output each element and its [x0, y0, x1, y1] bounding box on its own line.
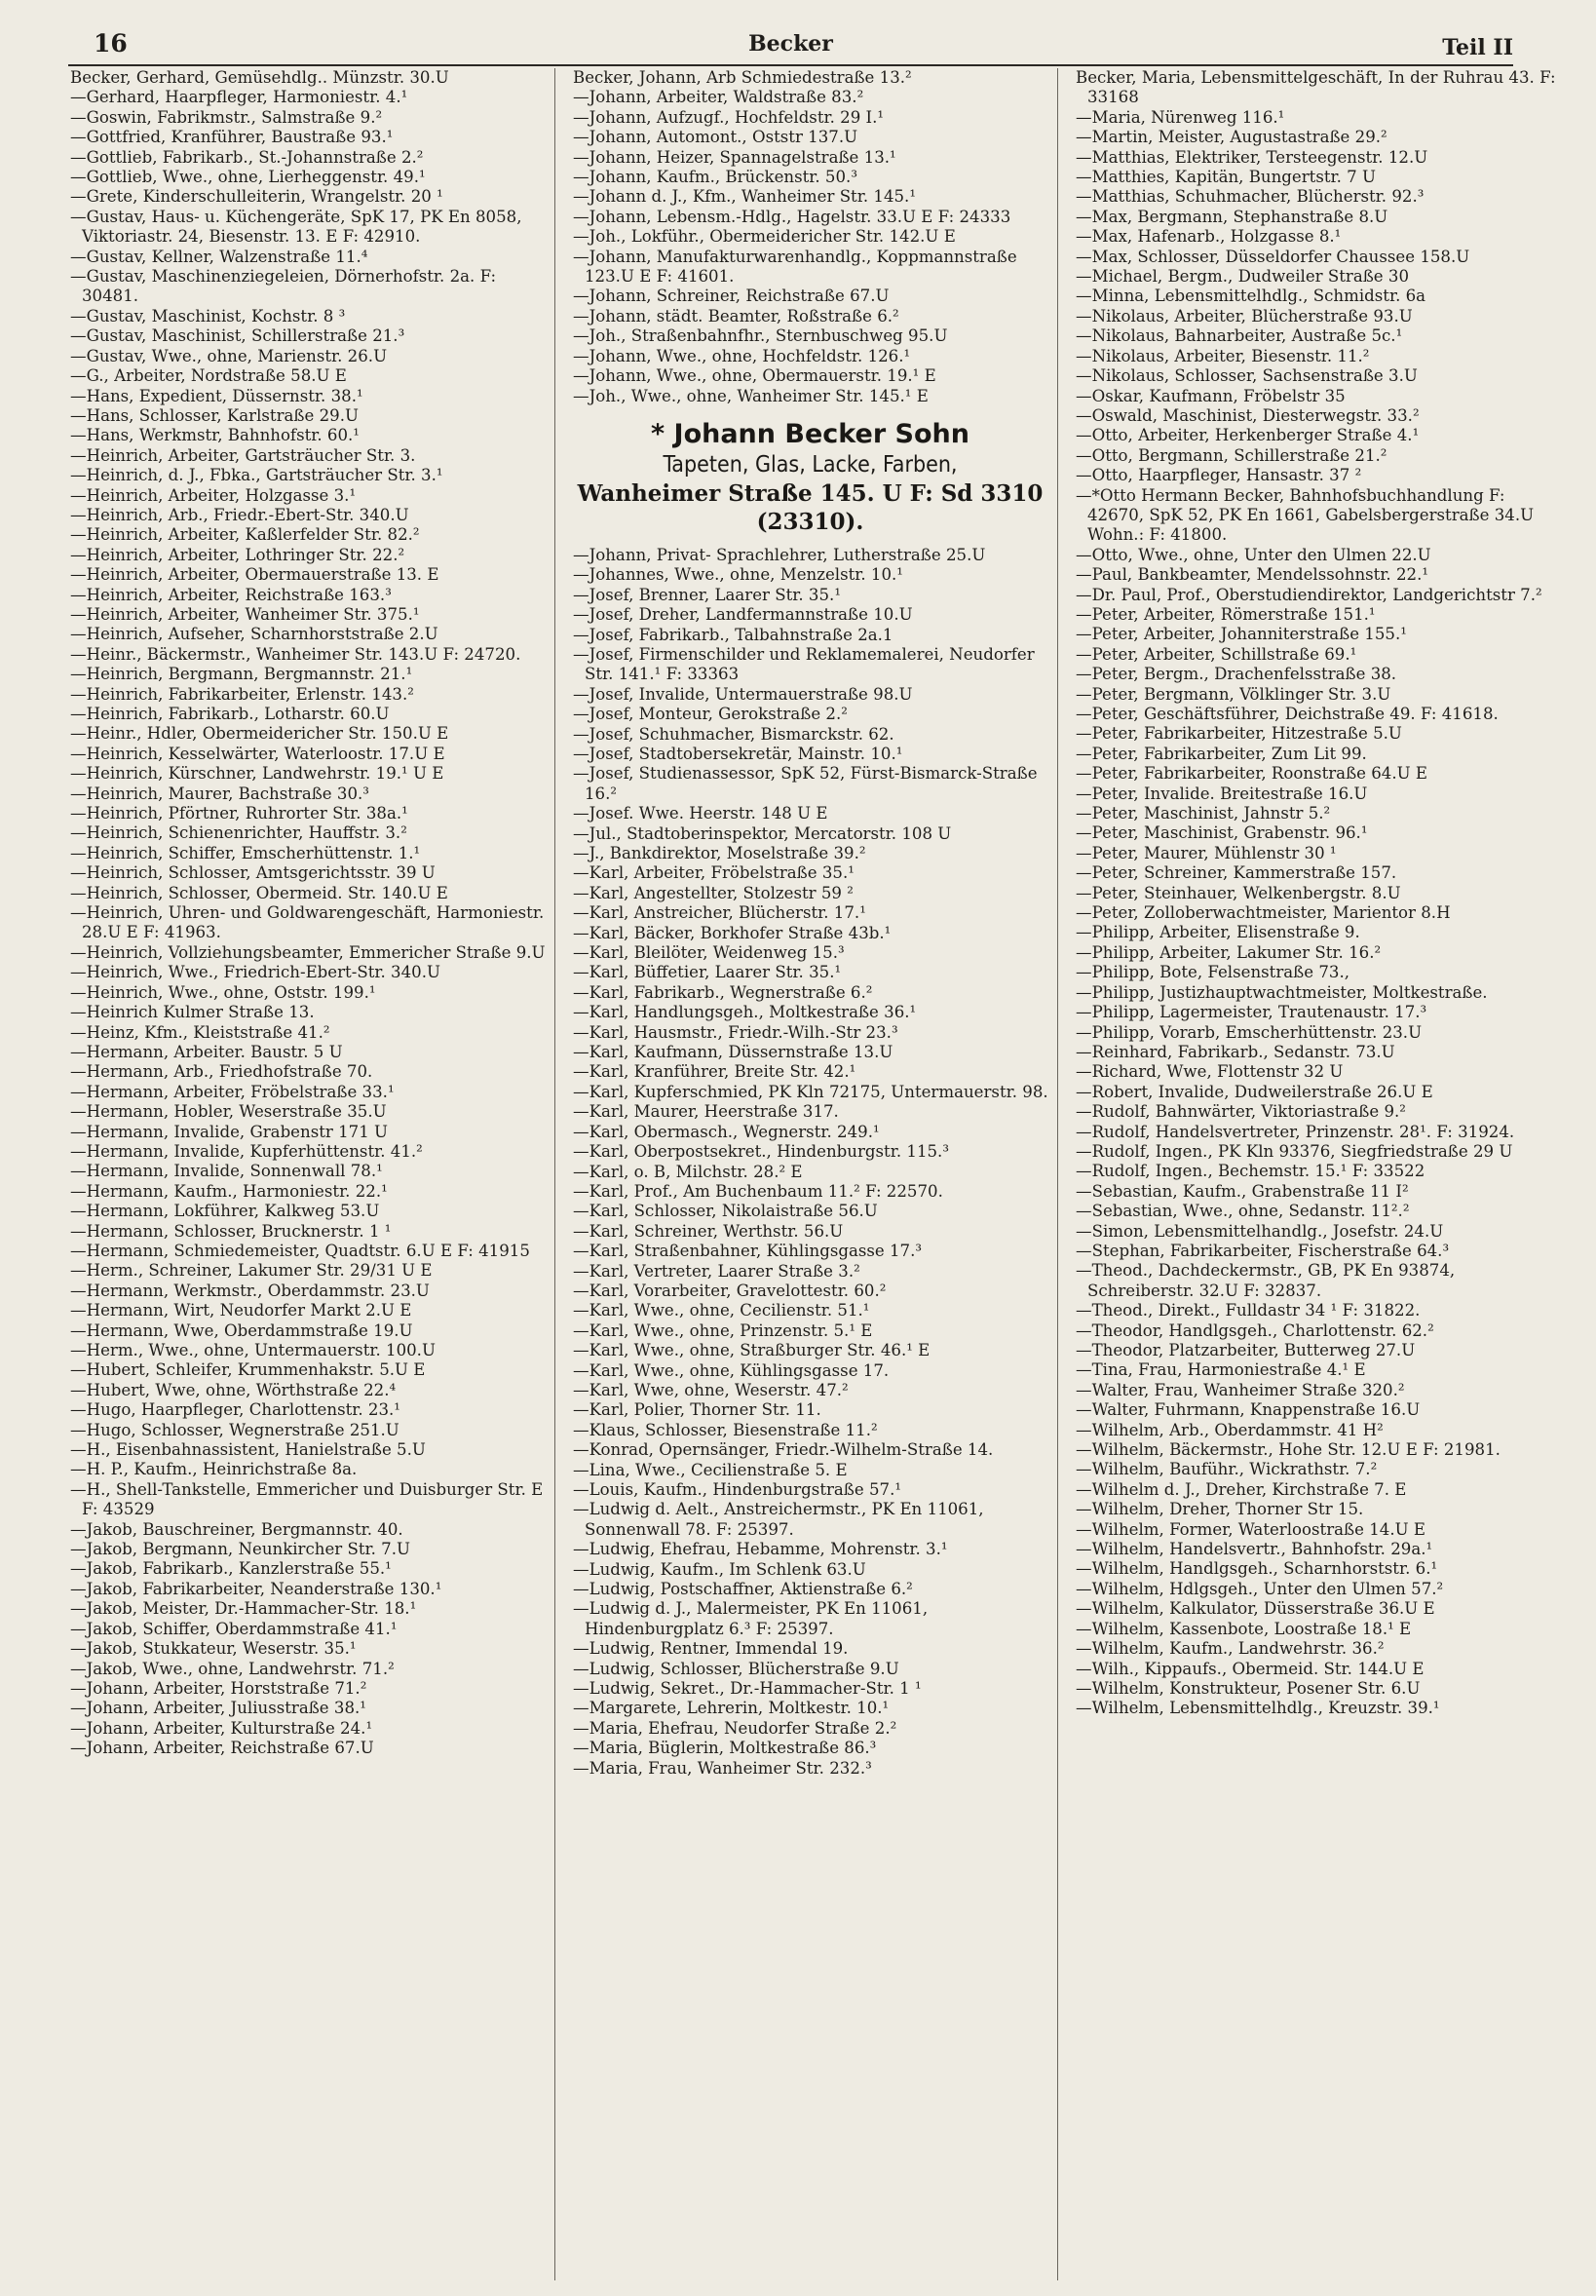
directory-entry: —Simon, Lebensmittelhandlg., Josefstr. 24.U	[1076, 1221, 1444, 1241]
directory-entry: —Johann, Arbeiter, Juliusstraße 38.¹	[70, 1699, 366, 1718]
directory-entry: —Paul, Bankbeamter, Mendelssohnstr. 22.¹	[1076, 565, 1429, 585]
directory-entry: —Ludwig d. Aelt., Anstreichermstr., PK En 11061, Sonnenwall 78. F: 25397.	[573, 1500, 984, 1539]
directory-entry: —Gottlieb, Wwe., ohne, Lierheggenstr. 49.¹	[70, 168, 426, 187]
directory-entry: —Johann, Automont., Oststr 137.U	[573, 128, 858, 147]
directory-entry: —Karl, Anstreicher, Blücherstr. 17.¹	[573, 903, 866, 923]
directory-entry: —Walter, Fuhrmann, Knappenstraße 16.U	[1076, 1400, 1421, 1420]
directory-entry: —Heinrich, Uhren- und Goldwarengeschäft, Harmoniestr. 28.U E F: 41963.	[70, 903, 545, 942]
directory-entry: —Wilhelm, Arb., Oberdammstr. 41 H²	[1076, 1420, 1384, 1439]
directory-entry: —Wilhelm, Bauführ., Wickrathstr. 7.²	[1076, 1460, 1378, 1479]
directory-entry: —Otto, Bergmann, Schillerstraße 21.²	[1076, 445, 1387, 465]
directory-entry: —Gustav, Maschinenziegeleien, Dörnerhofstr. 2a. F: 30481.	[70, 267, 497, 306]
directory-entry: —Josef, Studienassessor, SpK 52, Fürst-Bismarck-Straße 16.²	[573, 764, 1038, 803]
directory-entry: —Theod., Dachdeckermstr., GB, PK En 93874, Schreiberstr. 32.U F: 32837.	[1076, 1261, 1456, 1300]
directory-entry: —Peter, Fabrikarbeiter, Roonstraße 64.U E	[1076, 764, 1428, 784]
directory-entry: —Peter, Bergmann, Völklinger Str. 3.U	[1076, 684, 1391, 704]
directory-entry: —Wilhelm d. J., Dreher, Kirchstraße 7. E	[1076, 1479, 1407, 1499]
directory-entry: —Gottfried, Kranführer, Baustraße 93.¹	[70, 128, 394, 147]
directory-entry: —Hugo, Schlosser, Wegnerstraße 251.U	[70, 1420, 399, 1439]
directory-entry: —Hermann, Arbeiter. Baustr. 5 U	[70, 1042, 343, 1061]
directory-entry: —Nikolaus, Arbeiter, Biesenstr. 11.²	[1076, 346, 1370, 365]
directory-entry: —Heinrich, Wwe., Friedrich-Ebert-Str. 340.U	[70, 963, 440, 982]
directory-entry: —Konrad, Opernsänger, Friedr.-Wilhelm-Straße 14.	[573, 1440, 994, 1460]
directory-entry: —Hermann, Invalide, Grabenstr 171 U	[70, 1122, 389, 1141]
directory-entry: —Josef, Fabrikarb., Talbahnstraße 2a.1	[573, 625, 893, 644]
directory-entry: —Nikolaus, Schlosser, Sachsenstraße 3.U	[1076, 366, 1418, 386]
directory-entry: —Karl, Polier, Thorner Str. 11.	[573, 1400, 821, 1420]
directory-entry: —Karl, Obermasch., Wegnerstr. 249.¹	[573, 1122, 880, 1141]
directory-entry: —Philipp, Arbeiter, Elisenstraße 9.	[1076, 923, 1360, 942]
directory-entry: —Klaus, Schlosser, Biesenstraße 11.²	[573, 1420, 878, 1439]
directory-entry: —Hermann, Schmiedemeister, Quadtstr. 6.U E F: 41915	[70, 1241, 530, 1260]
directory-entry: —Johann, Arbeiter, Horststraße 71.²	[70, 1678, 367, 1698]
directory-entry: —Karl, Wwe., ohne, Cecilienstr. 51.¹	[573, 1301, 870, 1320]
directory-entry: —Jakob, Schiffer, Oberdammstraße 41.¹	[70, 1619, 398, 1638]
directory-entry: —Minna, Lebensmittelhdlg., Schmidstr. 6a	[1076, 287, 1426, 306]
directory-entry: —Ludwig, Sekret., Dr.-Hammacher-Str. 1 ¹	[573, 1679, 922, 1699]
directory-entry: —Max, Hafenarb., Holzgasse 8.¹	[1076, 227, 1342, 247]
directory-entry: —Jakob, Meister, Dr.-Hammacher-Str. 18.¹	[70, 1599, 417, 1619]
directory-entry: —Rudolf, Ingen., Bechemstr. 15.¹ F: 33522	[1076, 1162, 1425, 1181]
directory-entry: —Heinrich, Arbeiter, Wanheimer Str. 375.¹	[70, 604, 420, 624]
directory-entry: —Michael, Bergm., Dudweiler Straße 30	[1076, 267, 1410, 287]
directory-entry: —Otto, Wwe., ohne, Unter den Ulmen 22.U	[1076, 545, 1431, 564]
directory-entry: —Hans, Werkmstr, Bahnhofstr. 60.¹	[70, 426, 360, 445]
directory-entry: —Hermann, Werkmstr., Oberdammstr. 23.U	[70, 1281, 430, 1300]
directory-entry: —Ludwig, Schlosser, Blücherstraße 9.U	[573, 1659, 899, 1678]
directory-entry: —Heinrich, Fabrikarb., Lotharstr. 60.U	[70, 705, 390, 723]
directory-entry: —Gustav, Maschinist, Schillerstraße 21.³	[70, 326, 405, 346]
directory-entry: —Karl, Prof., Am Buchenbaum 11.² F: 22570.	[573, 1181, 943, 1201]
directory-entry: —Hans, Expedient, Düssernstr. 38.¹	[70, 386, 363, 405]
directory-entry: —Peter, Zolloberwachtmeister, Marientor 8.H	[1076, 903, 1451, 923]
directory-entry: —Karl, Bleilöter, Weidenweg 15.³	[573, 943, 845, 963]
page-number: 16	[94, 29, 128, 57]
directory-entry: —Heinrich, Schienenrichter, Hauffstr. 3.²	[70, 823, 407, 843]
directory-entry: —Josef, Stadtobersekretär, Mainstr. 10.¹	[573, 744, 903, 763]
directory-entry: —Karl, Kaufmann, Düssernstraße 13.U	[573, 1043, 893, 1062]
directory-entry: —Karl, Vorarbeiter, Gravelottestr. 60.²	[573, 1281, 887, 1300]
advertisement	[571, 406, 1049, 546]
directory-entry: —Peter, Geschäftsführer, Deichstraße 49. F: 41618.	[1076, 705, 1499, 723]
directory-entry: —G., Arbeiter, Nordstraße 58.U E	[70, 366, 347, 386]
directory-entry: —Gustav, Haus- u. Küchengeräte, SpK 17, PK En 8058, Viktoriastr. 24, Biesenstr. 13. E F: 42910.	[70, 207, 522, 247]
directory-entry: —H., Eisenbahnassistent, Hanielstraße 5.U	[70, 1440, 426, 1460]
directory-entry: —Margarete, Lehrerin, Moltkestr. 10.¹	[573, 1699, 890, 1718]
directory-entry: —Philipp, Arbeiter, Lakumer Str. 16.²	[1076, 942, 1382, 962]
directory-entry: —Ludwig, Rentner, Immendal 19.	[573, 1639, 849, 1659]
directory-entry: —Karl, o. B, Milchstr. 28.² E	[573, 1162, 803, 1181]
directory-entry: —Herm., Schreiner, Lakumer Str. 29/31 U E	[70, 1261, 433, 1281]
directory-entry: —Karl, Kupferschmied, PK Kln 72175, Untermauerstr. 98.	[573, 1082, 1048, 1101]
directory-entry: —Hermann, Hobler, Weserstraße 35.U	[70, 1102, 387, 1122]
directory-entry: —Karl, Angestellter, Stolzestr 59 ²	[573, 883, 854, 902]
column-1	[68, 68, 555, 2280]
directory-entry: —Max, Bergmann, Stephanstraße 8.U	[1076, 207, 1388, 226]
directory-entry: —Heinz, Kfm., Kleiststraße 41.²	[70, 1022, 330, 1042]
directory-entry: —Karl, Maurer, Heerstraße 317.	[573, 1102, 839, 1122]
directory-entry: —H. P., Kaufm., Heinrichstraße 8a.	[70, 1460, 358, 1479]
directory-entry: —Jakob, Wwe., ohne, Landwehrstr. 71.²	[70, 1659, 395, 1678]
directory-entry: —Walter, Frau, Wanheimer Straße 320.²	[1076, 1380, 1405, 1399]
directory-entry: —J., Bankdirektor, Moselstraße 39.²	[573, 844, 866, 862]
directory-entry: —Johann d. J., Kfm., Wanheimer Str. 145.¹	[573, 187, 916, 207]
directory-entry: —Heinrich, Arbeiter, Kaßlerfelder Str. 82.²	[70, 525, 420, 545]
directory-entry: —Peter, Fabrikarbeiter, Hitzestraße 5.U	[1076, 724, 1402, 744]
directory-entry: —Johann, Privat- Sprachlehrer, Lutherstraße 25.U	[573, 545, 986, 564]
directory-entry: —Max, Schlosser, Düsseldorfer Chaussee 158.U	[1076, 247, 1470, 266]
directory-entry: —Karl, Büffetier, Laarer Str. 35.¹	[573, 963, 842, 982]
directory-entry: —Gustav, Kellner, Walzenstraße 11.⁴	[70, 247, 368, 266]
directory-entry: —Gustav, Maschinist, Kochstr. 8 ³	[70, 306, 346, 325]
directory-entry: —Rudolf, Handelsvertreter, Prinzenstr. 28¹. F: 31924.	[1076, 1122, 1515, 1141]
column-3	[1074, 68, 1561, 2280]
directory-entry: —Matthies, Kapitän, Bungertstr. 7 U	[1076, 168, 1376, 187]
directory-entry: —Wilhelm, Handlgsgeh., Scharnhorststr. 6.¹	[1076, 1559, 1438, 1579]
directory-entry: —Philipp, Vorarb, Emscherhüttenstr. 23.U	[1076, 1022, 1423, 1042]
directory-entry: —Peter, Arbeiter, Johanniterstraße 155.¹	[1076, 625, 1407, 644]
directory-entry: —Hermann, Schlosser, Brucknerstr. 1 ¹	[70, 1221, 392, 1241]
directory-entry: —Maria, Ehefrau, Neudorfer Straße 2.²	[573, 1718, 897, 1738]
column-2	[571, 68, 1058, 2280]
directory-entry: —Jakob, Stukkateur, Weserstr. 35.¹	[70, 1639, 357, 1659]
directory-entry: —Heinrich, Aufseher, Scharnhorststraße 2.U	[70, 625, 438, 644]
directory-entry: —Heinrich, Arbeiter, Reichstraße 163.³	[70, 585, 392, 604]
directory-entry: —Johann, Wwe., ohne, Obermauerstr. 19.¹ E	[573, 366, 936, 386]
directory-entry: —Maria, Nürenweg 116.¹	[1076, 107, 1285, 127]
directory-entry: Becker, Gerhard, Gemüsehdlg.. Münzstr. 30.U	[70, 68, 449, 87]
directory-entry: —Heinrich, Bergmann, Bergmannstr. 21.¹	[70, 665, 413, 684]
directory-entry: —H., Shell-Tankstelle, Emmericher und Duisburger Str. E F: 43529	[70, 1479, 544, 1519]
directory-entry: —Rudolf, Ingen., PK Kln 93376, Siegfriedstraße 29 U	[1076, 1141, 1513, 1161]
directory-entry: —Peter, Fabrikarbeiter, Zum Lit 99.	[1076, 744, 1367, 763]
directory-entry: —Johann, Schreiner, Reichstraße 67.U	[573, 287, 890, 306]
directory-entry: —Hans, Schlosser, Karlstraße 29.U	[70, 405, 359, 425]
directory-entry: —Maria, Frau, Wanheimer Str. 232.³	[573, 1758, 872, 1778]
page-header	[68, 25, 1513, 64]
directory-entry: —Karl, Schreiner, Werthstr. 56.U	[573, 1221, 844, 1241]
directory-entry: —Wilhelm, Hdlgsgeh., Unter den Ulmen 57.²	[1076, 1579, 1444, 1598]
directory-entry: —Otto, Arbeiter, Herkenberger Straße 4.¹	[1076, 426, 1420, 445]
directory-entry: —Josef. Wwe. Heerstr. 148 U E	[573, 804, 828, 823]
directory-entry: —Ludwig d. J., Malermeister, PK En 11061, Hindenburgplatz 6.³ F: 25397.	[573, 1599, 929, 1638]
directory-entry: —Karl, Hausmstr., Friedr.-Wilh.-Str 23.³	[573, 1022, 898, 1042]
directory-entry: —Hubert, Wwe, ohne, Wörthstraße 22.⁴	[70, 1380, 397, 1399]
directory-entry: —Joh., Wwe., ohne, Wanheimer Str. 145.¹ E	[573, 386, 929, 405]
directory-entry: —Peter, Invalide. Breitestraße 16.U	[1076, 784, 1368, 803]
directory-entry: —Johann, Arbeiter, Reichstraße 67.U	[70, 1739, 374, 1758]
directory-entry: —Matthias, Elektriker, Tersteegenstr. 12.U	[1076, 147, 1428, 167]
directory-entry: —Heinrich, Arbeiter, Obermauerstraße 13. E	[70, 565, 439, 585]
directory-entry: Becker, Maria, Lebensmittelgeschäft, In der Ruhrau 43. F: 33168	[1076, 68, 1556, 107]
directory-entry: —Heinrich, Fabrikarbeiter, Erlenstr. 143.²	[70, 684, 414, 704]
directory-entry: —Matthias, Schuhmacher, Blücherstr. 92.³	[1076, 187, 1425, 207]
directory-entry: —Louis, Kaufm., Hindenburgstraße 57.¹	[573, 1480, 902, 1499]
directory-entry: —Goswin, Fabrikmstr., Salmstraße 9.²	[70, 107, 383, 127]
directory-entry: —Peter, Maschinist, Grabenstr. 96.¹	[1076, 823, 1368, 843]
directory-entry: —Heinrich, Arbeiter, Lothringer Str. 22.²	[70, 545, 405, 564]
directory-entry: —Peter, Arbeiter, Schillstraße 69.¹	[1076, 644, 1357, 664]
directory-entry: —Heinrich, Schiffer, Emscherhüttenstr. 1.¹	[70, 843, 421, 862]
directory-entry: —Sebastian, Wwe., ohne, Sedanstr. 11².²	[1076, 1202, 1410, 1221]
directory-entry: —Joh., Lokführ., Obermeidericher Str. 142.U E	[573, 227, 956, 247]
directory-entry: —Josef, Dreher, Landfermannstraße 10.U	[573, 605, 913, 625]
directory-entry: —Joh., Straßenbahnfhr., Sternbuschweg 95.U	[573, 326, 948, 346]
directory-entry: —Lina, Wwe., Cecilienstraße 5. E	[573, 1460, 848, 1479]
directory-entry: —Tina, Frau, Harmoniestraße 4.¹ E	[1076, 1360, 1366, 1380]
directory-entry: —Gerhard, Haarpfleger, Harmoniestr. 4.¹	[70, 88, 408, 107]
directory-entry: —Heinrich, Schlosser, Amtsgerichtsstr. 39 U	[70, 863, 436, 883]
directory-entry: —Jakob, Bauschreiner, Bergmannstr. 40.	[70, 1519, 403, 1539]
directory-entry: —Otto, Haarpfleger, Hansastr. 37 ²	[1076, 466, 1362, 485]
directory-entry: —Heinrich, Arbeiter, Gartsträucher Str. 3.	[70, 445, 416, 465]
directory-entry: —Nikolaus, Bahnarbeiter, Austraße 5c.¹	[1076, 326, 1403, 346]
directory-entry: —Heinrich, Maurer, Bachstraße 30.³	[70, 784, 369, 803]
directory-entry: —Hubert, Schleifer, Krummenhakstr. 5.U E	[70, 1360, 426, 1380]
directory-entry: —Rudolf, Bahnwärter, Viktoriastraße 9.²	[1076, 1102, 1406, 1122]
directory-entry: —Grete, Kinderschulleiterin, Wrangelstr. 20 ¹	[70, 187, 443, 207]
ad-products: Tapeten, Glas, Lacke, Farben,	[663, 451, 958, 478]
directory-entry: —Gottlieb, Fabrikarb., St.-Johannstraße 2.²	[70, 147, 424, 167]
directory-entry: —Maria, Büglerin, Moltkestraße 86.³	[573, 1739, 877, 1758]
directory-entry: —Theodor, Handlgsgeh., Charlottenstr. 62.²	[1076, 1320, 1434, 1340]
directory-entry: —Jul., Stadtoberinspektor, Mercatorstr. 108 U	[573, 823, 952, 843]
directory-entry: —Oswald, Maschinist, Diesterwegstr. 33.²	[1076, 405, 1420, 425]
directory-entry: —Karl, Handlungsgeh., Moltkestraße 36.¹	[573, 1003, 917, 1022]
directory-entry: —Peter, Steinhauer, Welkenbergstr. 8.U	[1076, 883, 1401, 902]
directory-entry: —Ludwig, Ehefrau, Hebamme, Mohrenstr. 3.¹	[573, 1540, 948, 1559]
directory-entry: —Robert, Invalide, Dudweilerstraße 26.U E	[1076, 1082, 1433, 1101]
directory-entry: —Theod., Direkt., Fulldastr 34 ¹ F: 31822.	[1076, 1301, 1421, 1320]
directory-entry: —Karl, Fabrikarb., Wegnerstraße 6.²	[573, 982, 873, 1002]
directory-entry: —Karl, Wwe., ohne, Straßburger Str. 46.¹ E	[573, 1341, 931, 1360]
directory-entry: —Heinrich, d. J., Fbka., Gartsträucher Str. 3.¹	[70, 466, 443, 485]
directory-entry: —Dr. Paul, Prof., Oberstudiendirektor, Landgerichtstr 7.²	[1076, 585, 1542, 604]
directory-entry: —Karl, Bäcker, Borkhofer Straße 43b.¹	[573, 923, 892, 942]
directory-entry: —*Otto Hermann Becker, Bahnhofsbuchhandlung F: 42670, SpK 52, PK En 1661, Gabelsbergerstraße 34.U Wohn.: F: 41800.	[1076, 485, 1535, 545]
directory-entry: —Josef, Brenner, Laarer Str. 35.¹	[573, 585, 841, 604]
directory-entry: —Johann, Arbeiter, Waldstraße 83.²	[573, 88, 864, 107]
directory-entry: —Heinrich, Schlosser, Obermeid. Str. 140.U E	[70, 883, 448, 902]
directory-entry: —Philipp, Justizhauptwachtmeister, Moltkestraße.	[1076, 982, 1488, 1002]
directory-entry: —Theodor, Platzarbeiter, Butterweg 27.U	[1076, 1341, 1416, 1359]
directory-entry: —Peter, Arbeiter, Römerstraße 151.¹	[1076, 604, 1376, 624]
directory-entry: —Hugo, Haarpfleger, Charlottenstr. 23.¹	[70, 1400, 400, 1420]
part-label: Teil II	[1442, 35, 1513, 60]
directory-entry: —Jakob, Fabrikarb., Kanzlerstraße 55.¹	[70, 1559, 392, 1579]
directory-entry: —Johann, Arbeiter, Kulturstraße 24.¹	[70, 1718, 373, 1738]
directory-entry: —Wilhelm, Former, Waterloostraße 14.U E	[1076, 1519, 1425, 1539]
directory-entry: —Wilhelm, Handelsvertr., Bahnhofstr. 29a.¹	[1076, 1540, 1433, 1559]
directory-entry: —Wilhelm, Kassenbote, Loostraße 18.¹ E	[1076, 1619, 1412, 1638]
directory-entry: —Josef, Monteur, Gerokstraße 2.²	[573, 705, 848, 724]
directory-entry: —Hermann, Arb., Friedhofstraße 70.	[70, 1062, 373, 1082]
directory-entry: —Heinrich, Arb., Friedr.-Ebert-Str. 340.U	[70, 505, 409, 524]
directory-entry: —Heinrich, Kesselwärter, Waterloostr. 17.U E	[70, 744, 445, 763]
directory-entry: —Wilhelm, Dreher, Thorner Str 15.	[1076, 1500, 1364, 1519]
directory-entry: Becker, Johann, Arb Schmiedestraße 13.²	[573, 68, 912, 87]
directory-entry: —Josef, Schuhmacher, Bismarckstr. 62.	[573, 724, 894, 744]
directory-entry: —Heinrich Kulmer Straße 13.	[70, 1003, 315, 1022]
directory-entry: —Stephan, Fabrikarbeiter, Fischerstraße 64.³	[1076, 1241, 1450, 1260]
directory-entry: —Heinr., Hdler, Obermeidericher Str. 150.U E	[70, 724, 449, 744]
directory-entry: —Jakob, Fabrikarbeiter, Neanderstraße 130.¹	[70, 1579, 442, 1598]
directory-entry: —Ludwig, Kaufm., Im Schlenk 63.U	[573, 1559, 866, 1579]
directory-entry: —Karl, Wwe., ohne, Kühlingsgasse 17.	[573, 1360, 890, 1380]
directory-entry: —Josef, Firmenschilder und Reklamemalerei, Neudorfer Str. 141.¹ F: 33363	[573, 644, 1035, 684]
directory-entry: —Wilhelm, Lebensmittelhdlg., Kreuzstr. 39.¹	[1076, 1699, 1440, 1718]
directory-entry: —Heinrich, Pförtner, Ruhrorter Str. 38a.¹	[70, 804, 408, 823]
directory-entry: —Karl, Wwe, ohne, Weserstr. 47.²	[573, 1380, 849, 1399]
directory-entry: —Martin, Meister, Augustastraße 29.²	[1076, 128, 1387, 147]
directory-entry: —Karl, Vertreter, Laarer Straße 3.²	[573, 1261, 860, 1281]
directory-entry: —Hermann, Arbeiter, Fröbelstraße 33.¹	[70, 1082, 395, 1101]
directory-entry: —Heinrich, Wwe., ohne, Oststr. 199.¹	[70, 982, 376, 1002]
directory-entry: —Wilhelm, Kalkulator, Düsserstraße 36.U E	[1076, 1599, 1435, 1619]
directory-entry: —Johann, Kaufm., Brückenstr. 50.³	[573, 168, 857, 187]
directory-entry: —Peter, Maurer, Mühlenstr 30 ¹	[1076, 843, 1337, 862]
directory-entry: —Ludwig, Postschaffner, Aktienstraße 6.²	[573, 1580, 913, 1599]
directory-entry: —Johann, Manufakturwarenhandlg., Koppmannstraße 123.U E F: 41601.	[573, 247, 1017, 287]
directory-entry: —Karl, Arbeiter, Fröbelstraße 35.¹	[573, 863, 855, 883]
ad-address: Wanheimer Straße 145. U F: Sd 3310	[577, 479, 1044, 507]
directory-entry: —Johann, Lebensm.-Hdlg., Hagelstr. 33.U E F: 24333	[573, 207, 1011, 226]
directory-entry: —Johannes, Wwe., ohne, Menzelstr. 10.¹	[573, 565, 903, 585]
directory-entry: —Philipp, Bote, Felsenstraße 73.,	[1076, 963, 1349, 982]
directory-entry: —Peter, Maschinist, Jahnstr 5.²	[1076, 804, 1331, 823]
directory-entry: —Peter, Schreiner, Kammerstraße 157.	[1076, 863, 1397, 883]
directory-entry: —Johann, städt. Beamter, Roßstraße 6.²	[573, 306, 899, 325]
directory-entry: —Johann, Heizer, Spannagelstraße 13.¹	[573, 147, 896, 167]
header-rule	[68, 64, 1513, 66]
directory-entry: —Philipp, Lagermeister, Trautenaustr. 17.³	[1076, 1003, 1427, 1022]
directory-entry: —Heinrich, Vollziehungsbeamter, Emmericher Straße 9.U	[70, 942, 546, 962]
directory-entry: —Hermann, Lokführer, Kalkweg 53.U	[70, 1202, 380, 1221]
directory-entry: —Wilhelm, Konstrukteur, Posener Str. 6.U	[1076, 1678, 1421, 1698]
directory-entry: —Karl, Straßenbahner, Kühlingsgasse 17.³	[573, 1242, 923, 1261]
directory-entry: —Karl, Oberpostsekret., Hindenburgstr. 115.³	[573, 1142, 949, 1162]
directory-entry: —Jakob, Bergmann, Neunkircher Str. 7.U	[70, 1540, 411, 1559]
directory-entry: —Sebastian, Kaufm., Grabenstraße 11 I²	[1076, 1181, 1409, 1201]
directory-entry: —Hermann, Kaufm., Harmoniestr. 22.¹	[70, 1181, 388, 1201]
directory-entry: —Wilhelm, Bäckermstr., Hohe Str. 12.U E F: 21981.	[1076, 1440, 1501, 1460]
directory-entry: —Hermann, Wwe, Oberdammstraße 19.U	[70, 1320, 413, 1340]
directory-entry: —Karl, Schlosser, Nikolaistraße 56.U	[573, 1202, 878, 1221]
directory-entry: —Heinrich, Arbeiter, Holzgasse 3.¹	[70, 485, 357, 505]
directory-entry: —Oskar, Kaufmann, Fröbelstr 35	[1076, 386, 1346, 405]
ad-phone: (23310).	[756, 508, 864, 535]
directory-entry: —Nikolaus, Arbeiter, Blücherstraße 93.U	[1076, 306, 1413, 325]
ad-title: * Johann Becker Sohn	[651, 418, 969, 449]
directory-entry: —Richard, Wwe, Flottenstr 32 U	[1076, 1062, 1344, 1082]
directory-entry: —Gustav, Wwe., ohne, Marienstr. 26.U	[70, 346, 388, 365]
directory-entry: —Karl, Kranführer, Breite Str. 42.¹	[573, 1062, 856, 1082]
directory-entry: —Johann, Wwe., ohne, Hochfeldstr. 126.¹	[573, 346, 911, 365]
directory-entry: —Wilh., Kippaufs., Obermeid. Str. 144.U E	[1076, 1659, 1425, 1678]
directory-entry: —Josef, Invalide, Untermauerstraße 98.U	[573, 684, 913, 704]
directory-entry: —Hermann, Invalide, Sonnenwall 78.¹	[70, 1162, 383, 1181]
directory-entry: —Peter, Bergm., Drachenfelsstraße 38.	[1076, 665, 1397, 684]
directory-entry: —Heinrich, Kürschner, Landwehrstr. 19.¹ U E	[70, 764, 444, 784]
directory-entry: —Hermann, Wirt, Neudorfer Markt 2.U E	[70, 1301, 412, 1320]
directory-entry: —Wilhelm, Kaufm., Landwehrstr. 36.²	[1076, 1639, 1385, 1659]
directory-entry: —Heinr., Bäckermstr., Wanheimer Str. 143.U F: 24720.	[70, 644, 521, 664]
directory-entry: —Reinhard, Fabrikarb., Sedanstr. 73.U	[1076, 1042, 1395, 1061]
running-name: Becker	[748, 31, 833, 57]
directory-entry: —Hermann, Invalide, Kupferhüttenstr. 41.²	[70, 1141, 423, 1161]
directory-entry: —Karl, Wwe., ohne, Prinzenstr. 5.¹ E	[573, 1320, 873, 1340]
directory-entry: —Herm., Wwe., ohne, Untermauerstr. 100.U	[70, 1341, 436, 1359]
directory-entry: —Johann, Aufzugf., Hochfeldstr. 29 I.¹	[573, 107, 885, 127]
